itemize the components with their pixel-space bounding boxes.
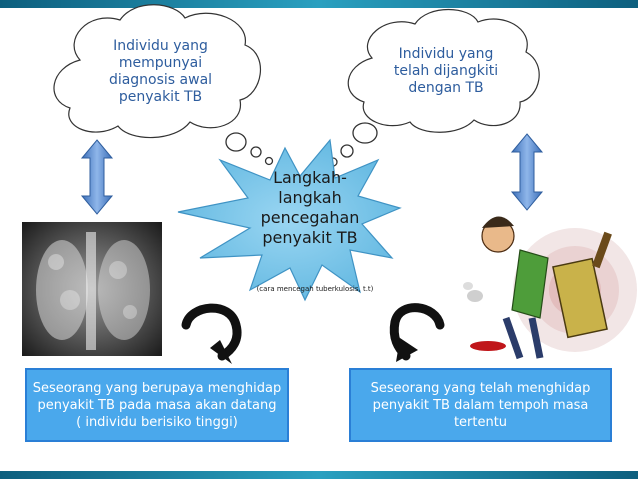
center-subtitle: (cara mencegah tuberkulosis, t.t): [256, 285, 374, 293]
center-line: penyakit TB: [262, 228, 358, 247]
box-right-line: tertentu: [453, 414, 508, 430]
thought-bubble-icon: [226, 133, 273, 165]
box-left-line: penyakit TB pada masa akan datang: [37, 397, 277, 413]
center-title: [240, 168, 380, 248]
double-arrow-icon: [82, 140, 112, 214]
cloud-left-line: penyakit TB: [118, 89, 203, 105]
cloud-right-line: telah dijangkiti: [393, 63, 499, 79]
center-line: Langkah-: [273, 168, 347, 187]
center-line: langkah: [278, 188, 342, 207]
cloud-left-line: diagnosis awal: [108, 72, 213, 88]
double-arrow-icon: [512, 134, 542, 210]
chest-xray-image: [22, 222, 162, 356]
curved-arrow-icon: [394, 308, 440, 362]
box-right-line: penyakit TB dalam tempoh masa: [372, 397, 589, 413]
center-line: pencegahan: [260, 208, 360, 227]
cloud-right-line: dengan TB: [408, 80, 484, 96]
cloud-left-line: Individu yang: [113, 38, 208, 54]
cloud-right-text: [366, 46, 526, 97]
cloud-left-line: mempunyai: [118, 55, 203, 71]
box-right-line: Seseorang yang telah menghidap: [370, 380, 591, 396]
curved-arrow-icon: [186, 308, 237, 364]
thought-bubble-icon: [329, 123, 377, 166]
box-left-line: ( individu berisiko tinggi): [76, 414, 238, 430]
sick-person-illustration: [463, 216, 637, 358]
cloud-left-text: [78, 38, 243, 106]
box-left-text: [26, 369, 288, 441]
cloud-right-line: Individu yang: [398, 46, 494, 62]
box-left-line: Seseorang yang berupaya menghidap: [32, 380, 282, 396]
box-right-text: [350, 369, 611, 441]
